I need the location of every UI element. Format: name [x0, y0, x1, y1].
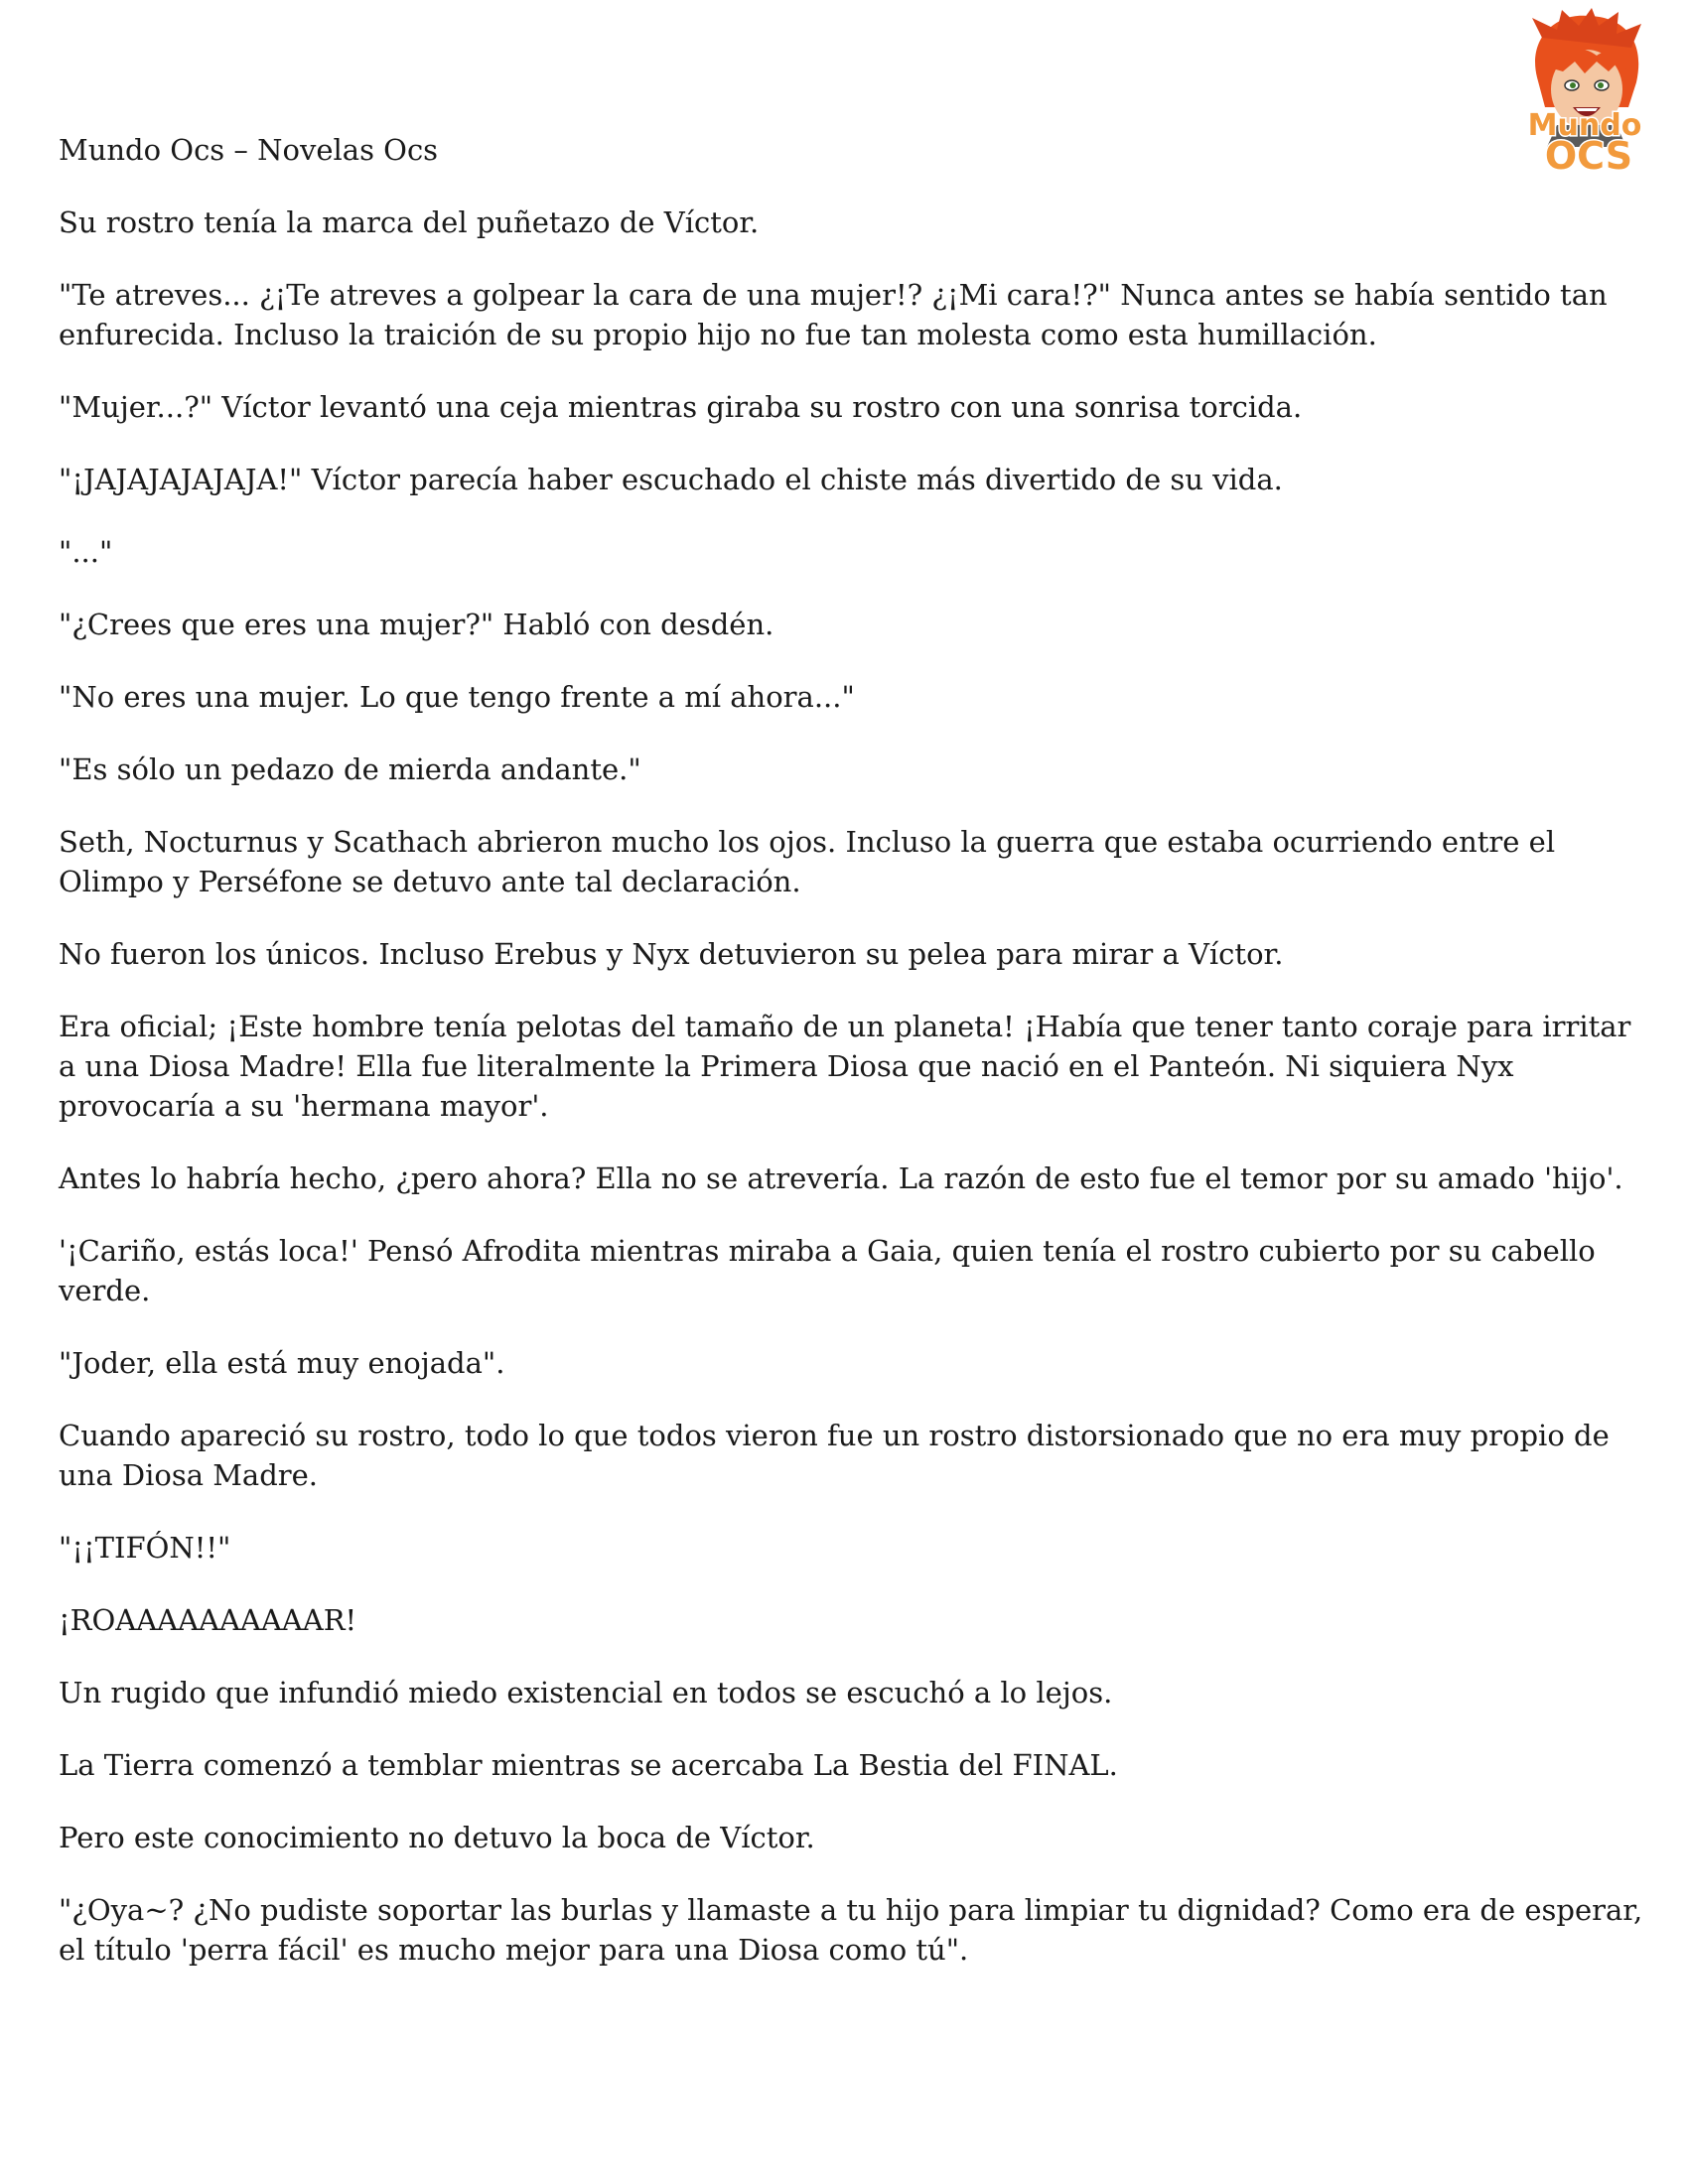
paragraph: Su rostro tenía la marca del puñetazo de Víctor. [59, 205, 760, 239]
paragraph: "¡¡TIFÓN!!" [59, 1531, 231, 1565]
svg-text:Mundo: Mundo [1527, 108, 1642, 143]
paragraph: La Tierra comenzó a temblar mientras se acercaba La Bestia del FINAL. [59, 1748, 1118, 1782]
paragraph: Antes lo habría hecho, ¿pero ahora? Ella no se atrevería. La razón de esto fue el temor por su amado 'hijo'. [59, 1161, 1623, 1195]
paragraph: "¡JAJAJAJAJAJA!" Víctor parecía haber escuchado el chiste más divertido de su vida. [59, 463, 1283, 496]
paragraph: Pero este conocimiento no detuvo la boca de Víctor. [59, 1821, 815, 1854]
paragraph: Cuando apareció su rostro, todo lo que todos vieron fue un rostro distorsionado que no era muy propio de una Diosa Madre. [59, 1419, 1610, 1492]
paragraph: "¿Oya~? ¿No pudiste soportar las burlas y llamaste a tu hijo para limpiar tu dignidad? Como era de esperar, el título 'perra fácil' es mucho mejor para una Diosa como tú". [59, 1893, 1643, 1967]
paragraph: "Joder, ella está muy enojada". [59, 1346, 505, 1380]
paragraph: "¿Crees que eres una mujer?" Habló con desdén. [59, 608, 774, 641]
paragraph: Era oficial; ¡Este hombre tenía pelotas del tamaño de un planeta! ¡Había que tener tanto coraje para irritar a una Diosa Madre! Ella fue literalmente la Primera Diosa que nació en el Panteón. Ni siquiera Nyx provocaría a su 'hermana mayor'. [59, 1010, 1631, 1123]
paragraph: "No eres una mujer. Lo que tengo frente a mí ahora..." [59, 680, 855, 714]
paragraph: "Te atreves... ¿¡Te atreves a golpear la cara de una mujer!? ¿¡Mi cara!?" Nunca antes se había sentido tan enfurecida. Incluso la traición de su propio hijo no fue tan molesta como esta humillación. [59, 278, 1608, 351]
paragraph: "Es sólo un pedazo de mierda andante." [59, 752, 641, 786]
mundo-ocs-logo [1497, 8, 1672, 183]
paragraph: ¡ROAAAAAAAAAAR! [59, 1603, 357, 1637]
paragraph: Un rugido que infundió miedo existencial en todos se escuchó a lo lejos. [59, 1676, 1113, 1709]
svg-text:OCS: OCS [1544, 134, 1633, 178]
page-header: Mundo Ocs – Novelas Ocs [59, 133, 439, 167]
body-text [59, 203, 1647, 2002]
paragraph: "..." [59, 535, 113, 569]
mascot-logo-icon [1497, 8, 1672, 183]
paragraph: '¡Cariño, estás loca!' Pensó Afrodita mientras miraba a Gaia, quien tenía el rostro cubierto por su cabello verde. [59, 1234, 1596, 1307]
paragraph: "Mujer...?" Víctor levantó una ceja mientras giraba su rostro con una sonrisa torcida. [59, 390, 1303, 424]
paragraph: No fueron los únicos. Incluso Erebus y Nyx detuvieron su pelea para mirar a Víctor. [59, 937, 1284, 971]
paragraph: Seth, Nocturnus y Scathach abrieron mucho los ojos. Incluso la guerra que estaba ocurriendo entre el Olimpo y Perséfone se detuvo ante tal declaración. [59, 825, 1556, 898]
